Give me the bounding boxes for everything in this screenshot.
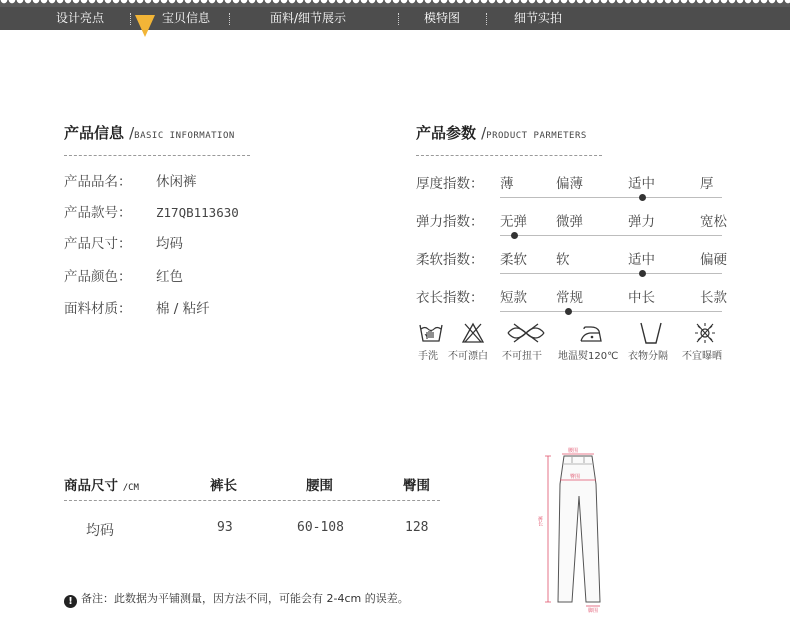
- param-scale-track: [500, 273, 722, 274]
- care-label-hand-wash: 手洗: [418, 351, 438, 362]
- info-label: 产品品名：: [64, 174, 132, 190]
- params-title-cn: 产品参数: [416, 124, 477, 142]
- info-row-name: [64, 170, 197, 190]
- info-title-cn: 产品信息: [64, 124, 125, 142]
- param-option: 偏薄: [556, 176, 583, 192]
- param-option: 中长: [628, 290, 655, 306]
- size-table-title: 商品尺寸 /CM: [64, 478, 139, 494]
- info-label: 产品颜色：: [64, 269, 132, 285]
- param-label: 柔软指数：: [416, 252, 484, 268]
- info-value: Z17QB113630: [156, 205, 239, 220]
- param-option: 适中: [628, 176, 655, 192]
- params-title-en: PRODUCT PARMETERS: [486, 131, 587, 141]
- table-cell-hip: 128: [405, 520, 429, 535]
- param-option: 弹力: [628, 214, 655, 230]
- no-sun-dry-icon: [692, 321, 718, 345]
- info-row-color: [64, 265, 183, 285]
- nav-divider: [398, 13, 399, 25]
- nav-divider: [486, 13, 487, 25]
- diagram-label-length: 裤长: [537, 516, 543, 526]
- size-table-title-text: 商品尺寸: [64, 478, 118, 494]
- diagram-label-hip: 臀围: [570, 474, 581, 480]
- info-value: 棉 / 粘纤: [156, 301, 210, 317]
- nav-divider: [130, 13, 131, 25]
- info-section-title: 产品信息 /BASIC INFORMATION: [64, 124, 235, 142]
- info-value: 均码: [156, 236, 183, 252]
- param-label: 弹力指数：: [416, 214, 484, 230]
- care-label-no-sun: 不宜曝晒: [682, 351, 722, 362]
- separate-wash-icon: [638, 321, 664, 345]
- param-option: 长款: [700, 290, 727, 306]
- care-label-low-iron: 地温熨120℃: [558, 351, 619, 362]
- hand-wash-icon: [418, 321, 444, 345]
- param-option: 偏硬: [700, 252, 727, 268]
- param-scale-track: [500, 235, 722, 236]
- param-row: [416, 172, 720, 202]
- param-option: 常规: [556, 290, 583, 306]
- nav-item-detail[interactable]: 细节实拍: [514, 11, 563, 25]
- diagram-label-waist: 腰围: [568, 448, 579, 454]
- size-table-unit: CM: [128, 483, 139, 493]
- info-value: 休闲裤: [156, 174, 197, 190]
- table-cell-waist: 60-108: [297, 520, 344, 535]
- info-row-sku: [64, 201, 239, 221]
- param-option: 宽松: [700, 214, 727, 230]
- care-label-no-wring: 不可扭干: [502, 351, 542, 362]
- column-header-waist: 腰围: [306, 478, 333, 494]
- section-nav: [0, 7, 790, 30]
- param-option: 无弹: [500, 214, 527, 230]
- nav-divider: [229, 13, 230, 25]
- params-section-title: 产品参数 /PRODUCT PARMETERS: [416, 124, 587, 142]
- decorative-border: [0, 0, 790, 7]
- info-row-material: [64, 297, 210, 317]
- param-row: [416, 248, 727, 278]
- diagram-label-hem: 脚围: [588, 608, 599, 614]
- column-header-length: 裤长: [210, 478, 237, 494]
- param-option: 短款: [500, 290, 527, 306]
- param-scale-marker: [565, 308, 572, 315]
- measurement-note: [64, 590, 409, 608]
- param-option: 微弹: [556, 214, 583, 230]
- nav-item-model[interactable]: 模特图: [424, 11, 461, 25]
- param-option: 薄: [500, 176, 514, 192]
- info-value: 红色: [156, 269, 183, 285]
- care-label-no-bleach: 不可漂白: [448, 351, 488, 362]
- nav-item-design[interactable]: 设计亮点: [56, 11, 105, 25]
- table-cell-size: 均码: [86, 523, 114, 539]
- param-scale-marker: [639, 270, 646, 277]
- param-option: 柔软: [500, 252, 527, 268]
- param-scale-marker: [511, 232, 518, 239]
- note-text: 备注：此数据为平铺测量，因方法不同，可能会有 2-4cm 的误差。: [81, 592, 409, 605]
- param-label: 厚度指数：: [416, 176, 484, 192]
- info-label: 产品尺寸：: [64, 236, 132, 252]
- column-header-hip: 臀围: [403, 478, 430, 494]
- param-scale-marker: [639, 194, 646, 201]
- param-label: 衣长指数：: [416, 290, 484, 306]
- param-scale-track: [500, 311, 722, 312]
- param-scale-track: [500, 197, 722, 198]
- param-option: 软: [556, 252, 570, 268]
- table-divider: [64, 500, 440, 501]
- param-row: [416, 210, 727, 240]
- no-bleach-icon: [460, 321, 486, 345]
- active-tab-marker: [135, 15, 155, 37]
- info-label: 面料材质：: [64, 301, 132, 317]
- divider: [416, 155, 602, 156]
- table-cell-length: 93: [217, 520, 233, 535]
- care-label-separate: 衣物分隔: [628, 351, 668, 362]
- nav-item-fabric[interactable]: 面料/细节展示: [270, 11, 347, 25]
- divider: [64, 155, 250, 156]
- param-option: 适中: [628, 252, 655, 268]
- info-row-size: [64, 232, 183, 252]
- info-title-en: BASIC INFORMATION: [134, 131, 235, 141]
- warning-icon: !: [64, 595, 77, 608]
- info-label: 产品款号：: [64, 205, 132, 221]
- param-row: [416, 286, 727, 316]
- no-wring-icon: [506, 321, 546, 345]
- param-option: 厚: [700, 176, 714, 192]
- nav-item-product-info[interactable]: 宝贝信息: [162, 11, 211, 25]
- low-iron-icon: [578, 321, 604, 345]
- pants-measurement-diagram: [528, 444, 628, 614]
